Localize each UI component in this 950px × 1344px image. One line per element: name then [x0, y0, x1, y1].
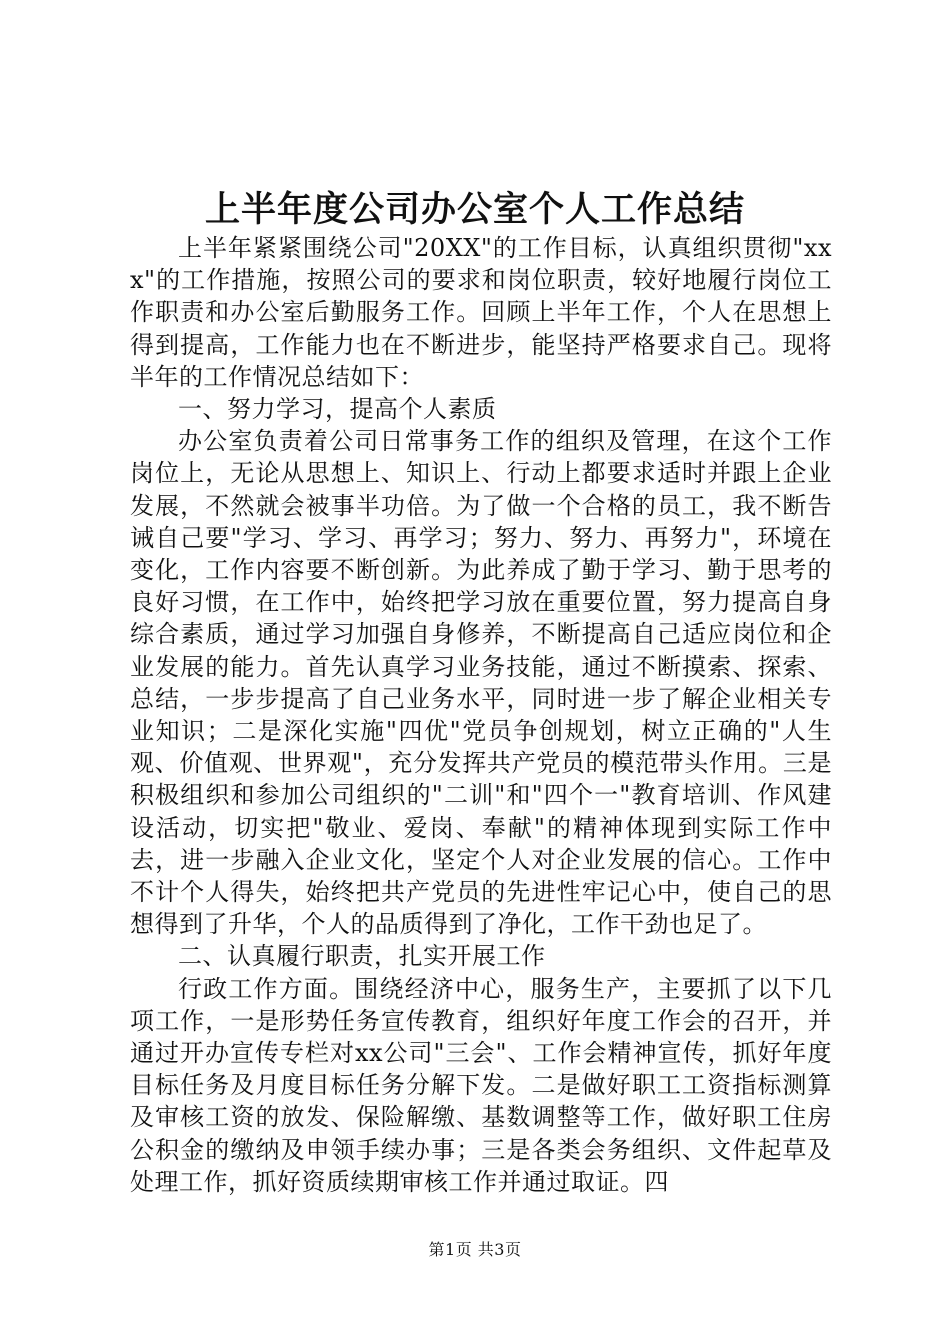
document-body	[130, 232, 832, 1198]
page-footer: 第1页 共3页	[428, 1240, 522, 1259]
intro-paragraph: 上半年紧紧围绕公司"20XX"的工作目标，认真组织贯彻"xxx"的工作措施，按照公司的要求和岗位职责，较好地履行岗位工作职责和办公室后勤服务工作。回顾上半年工作，个人在思想上得到提高，工作能力也在不断进步，能坚持严格要求自己。现将半年的工作情况总结如下：	[130, 234, 832, 391]
section-1-paragraph: 办公室负责着公司日常事务工作的组织及管理，在这个工作岗位上，无论从思想上、知识上、行动上都要求适时并跟上企业发展，不然就会被事半功倍。为了做一个合格的员工，我不断告诫自己要"学习、学习、再学习；努力、努力、再努力"，环境在变化，工作内容要不断创新。为此养成了勤于学习、勤于思考的良好习惯，在工作中，始终把学习放在重要位置，努力提高自身综合素质，通过学习加强自身修养，不断提高自己适应岗位和企业发展的能力。首先认真学习业务技能，通过不断摸索、探索、总结，一步步提高了自己业务水平，同时进一步了解企业相关专业知识；二是深化实施"四优"党员争创规划，树立正确的"人生观、价值观、世界观"，充分发挥共产党员的模范带头作用。三是积极组织和参加公司组织的"二训"和"四个一"教育培训、作风建设活动，切实把"敬业、爱岗、奉献"的精神体现到实际工作中去，进一步融入企业文化，坚定个人对企业发展的信心。工作中不计个人得失，始终把共产党员的先进性牢记心中，使自己的思想得到了升华，个人的品质得到了净化，工作干劲也足了。	[130, 427, 832, 939]
document-title: 上半年度公司办公室个人工作总结	[204, 190, 745, 230]
section-2-paragraph: 行政工作方面。围绕经济中心，服务生产，主要抓了以下几项工作，一是形势任务宣传教育，组织好年度工作会的召开，并通过开办宣传专栏对xx公司"三会"、工作会精神宣传，抓好年度目标任务及月度目标任务分解下发。二是做好职工工资指标测算及审核工资的放发、保险解缴、基数调整等工作，做好职工住房公积金的缴纳及申领手续办事；三是各类会务组织、文件起草及处理工作，抓好资质续期审核工作并通过取证。四	[130, 974, 832, 1196]
section-heading-2: 二、认真履行职责，扎实开展工作	[178, 942, 546, 971]
section-heading-1: 一、努力学习，提高个人素质	[178, 395, 497, 424]
